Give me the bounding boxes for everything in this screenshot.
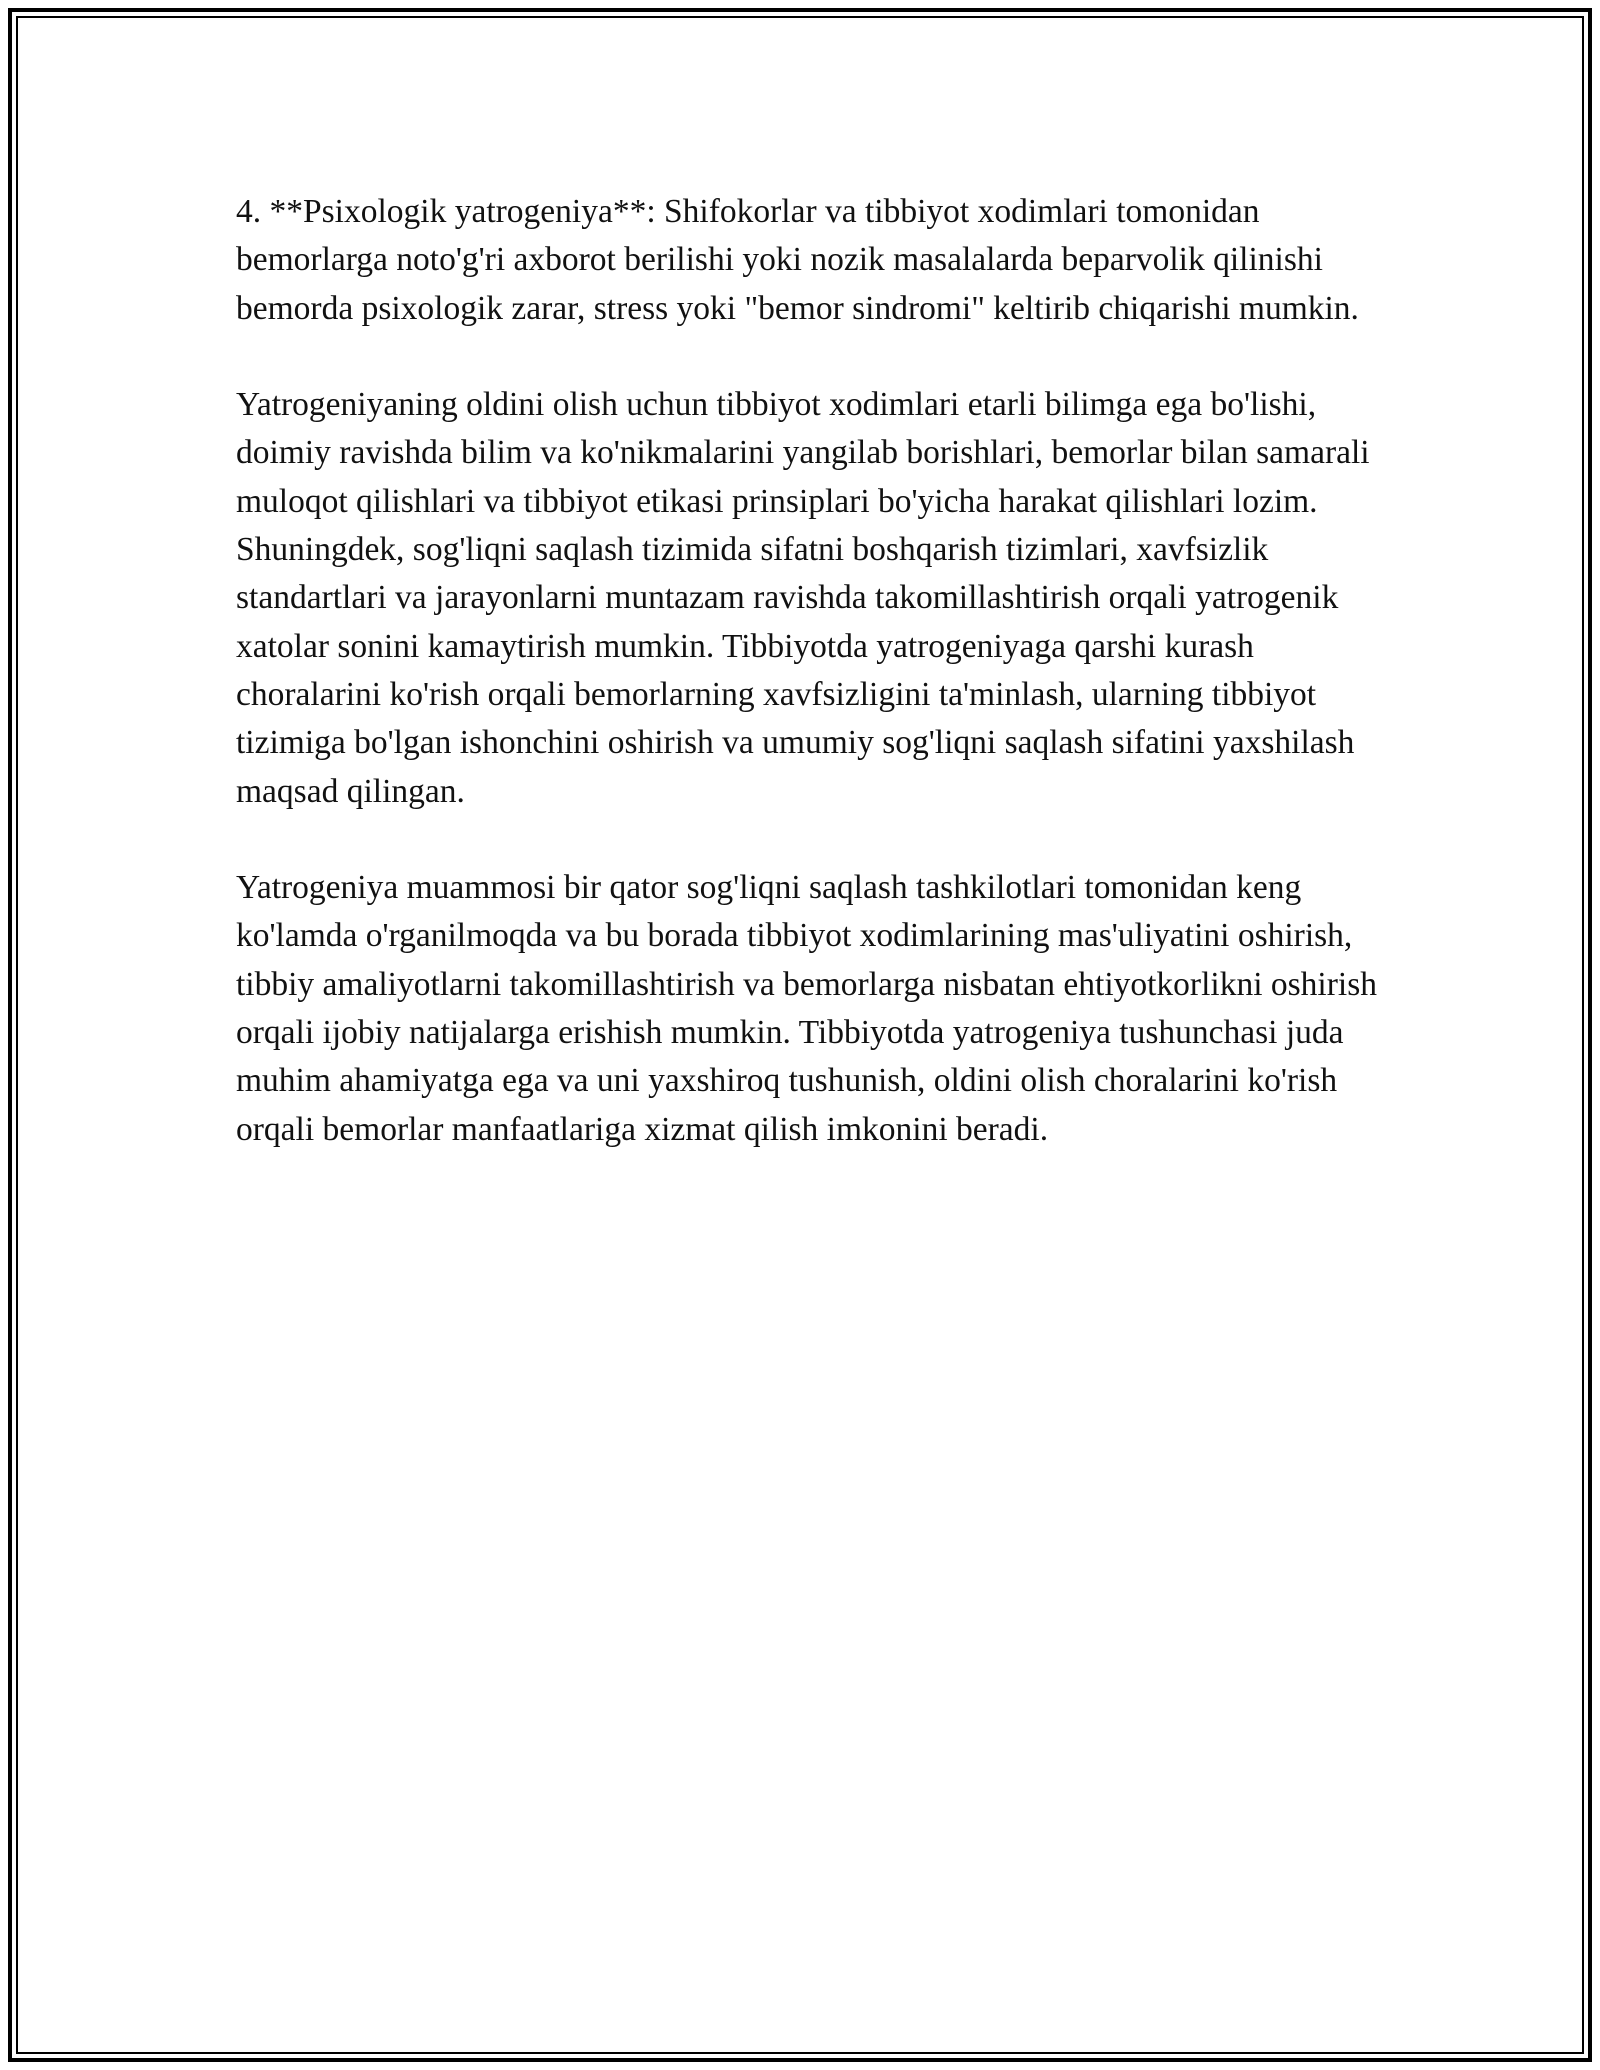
paragraph-conclusion: Yatrogeniya muammosi bir qator sog'liqni saqlash tashkilotlari tomonidan keng ko'lamda o'rganilmoqda va bu borada tibbiyot xodimlarining mas'uliyatini oshirish, tibbiy amaliyotlarni takomillashtirish va bemorlarga nisbatan ehtiyotkorlikni oshirish orqali ijobiy natijalarga erishish mumkin. Tibbiyotda yatrogeniya tushunchasi juda muhim ahamiyatga ega va uni yaxshiroq tushunish, oldini olish choralarini ko'rish orqali bemorlar manfaatlariga xizmat qilish imkonini beradi. bbox=[236, 869, 1377, 1148]
paragraph-prevention: Yatrogeniyaning oldini olish uchun tibbiyot xodimlari etarli bilimga ega bo'lishi, doimiy ravishda bilim va ko'nikmalarini yangilab borishlari, bemorlar bilan samarali muloqot qilishlari va tibbiyot etikasi prinsiplari bo'yicha harakat qilishlari lozim. Shuningdek, sog'liqni saqlash tizimida sifatni boshqarish tizimlari, xavfsizlik standartlari va jarayonlarni muntazam ravishda takomillashtirish orqali yatrogenik xatolar sonini kamaytirish mumkin. Tibbiyotda yatrogeniyaga qarshi kurash choralarini ko'rish orqali bemorlarning xavfsizligini ta'minlash, ularning tibbiyot tizimiga bo'lgan ishonchini oshirish va umumiy sog'liqni saqlash sifatini yaxshilash maqsad qilingan. bbox=[236, 386, 1370, 810]
document-body bbox=[236, 188, 1396, 1202]
paragraph-psychological-iatrogeny: 4. **Psixologik yatrogeniya**: Shifokorlar va tibbiyot xodimlari tomonidan bemorlarga noto'g'ri axborot berilishi yoki nozik masalalarda beparvolik qilinishi bemorda psixologik zarar, stress yoki "bemor sindromi" keltirib chiqarishi mumkin. bbox=[236, 193, 1359, 327]
